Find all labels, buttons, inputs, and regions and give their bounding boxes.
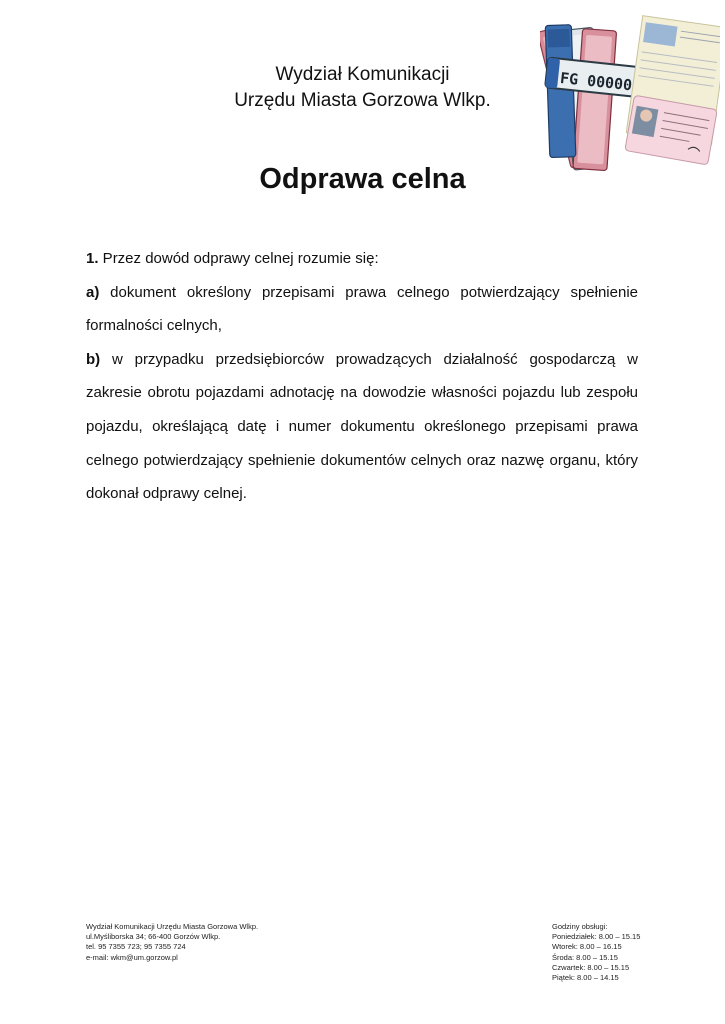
license-plates-icon (540, 24, 640, 170)
hours-wednesday: Środa: 8.00 – 15.15 (552, 952, 618, 962)
hours-heading: Godziny obsługi: (552, 922, 608, 931)
point-a-paragraph (86, 276, 638, 343)
footer-email: e-mail: wkm@um.gorzow.pl (86, 952, 178, 962)
intro-paragraph (86, 242, 638, 276)
document-body (86, 242, 638, 511)
footer-office: Wydział Komunikacji Urzędu Miasta Gorzowa Wlkp. (86, 922, 259, 931)
footer-phone: tel. 95 7355 723; 95 7355 724 (86, 942, 186, 952)
hours-monday: Poniedziałek: 8.00 – 15.15 (552, 932, 641, 942)
page-title: Odprawa celna (259, 163, 466, 195)
footer-address: ul.Myśliborska 34; 66-400 Gorzów Wlkp. (86, 932, 221, 942)
intro-text: Przez dowód odprawy celnej rozumie się: (98, 250, 379, 267)
hours-tuesday: Wtorek: 8.00 – 16.15 (552, 942, 622, 952)
office-city: Urzędu Miasta Gorzowa Wlkp. (234, 90, 491, 111)
point-a-label: a) (86, 283, 100, 301)
intro-number: 1. (86, 250, 99, 267)
point-a-text: dokument określony przepisami prawa celnego potwierdzający spełnienie formalności celnych, (86, 283, 638, 335)
plate-number: FG 00000 (559, 68, 633, 95)
footer-hours (552, 922, 640, 983)
office-name: Wydział Komunikacji (275, 64, 450, 85)
point-b-text: w przypadku przedsiębiorców prowadzących działalność gospodarczą w zakresie obrotu pojazdami adnotację na dowodzie własności pojazdu lub zespołu pojazdu, określającą datę i numer dokumentu określonego przepisami prawa celnego potwierdzający spełnienie dokumentów celnych oraz nazwę organu, który dokonał odprawy celnej. (86, 350, 638, 503)
hours-thursday: Czwartek: 8.00 – 15.15 (552, 962, 630, 972)
hours-friday: Piątek: 8.00 – 14.15 (552, 973, 619, 983)
point-b-label: b) (86, 350, 101, 368)
footer-contact (86, 922, 258, 963)
point-b-paragraph (86, 343, 638, 511)
